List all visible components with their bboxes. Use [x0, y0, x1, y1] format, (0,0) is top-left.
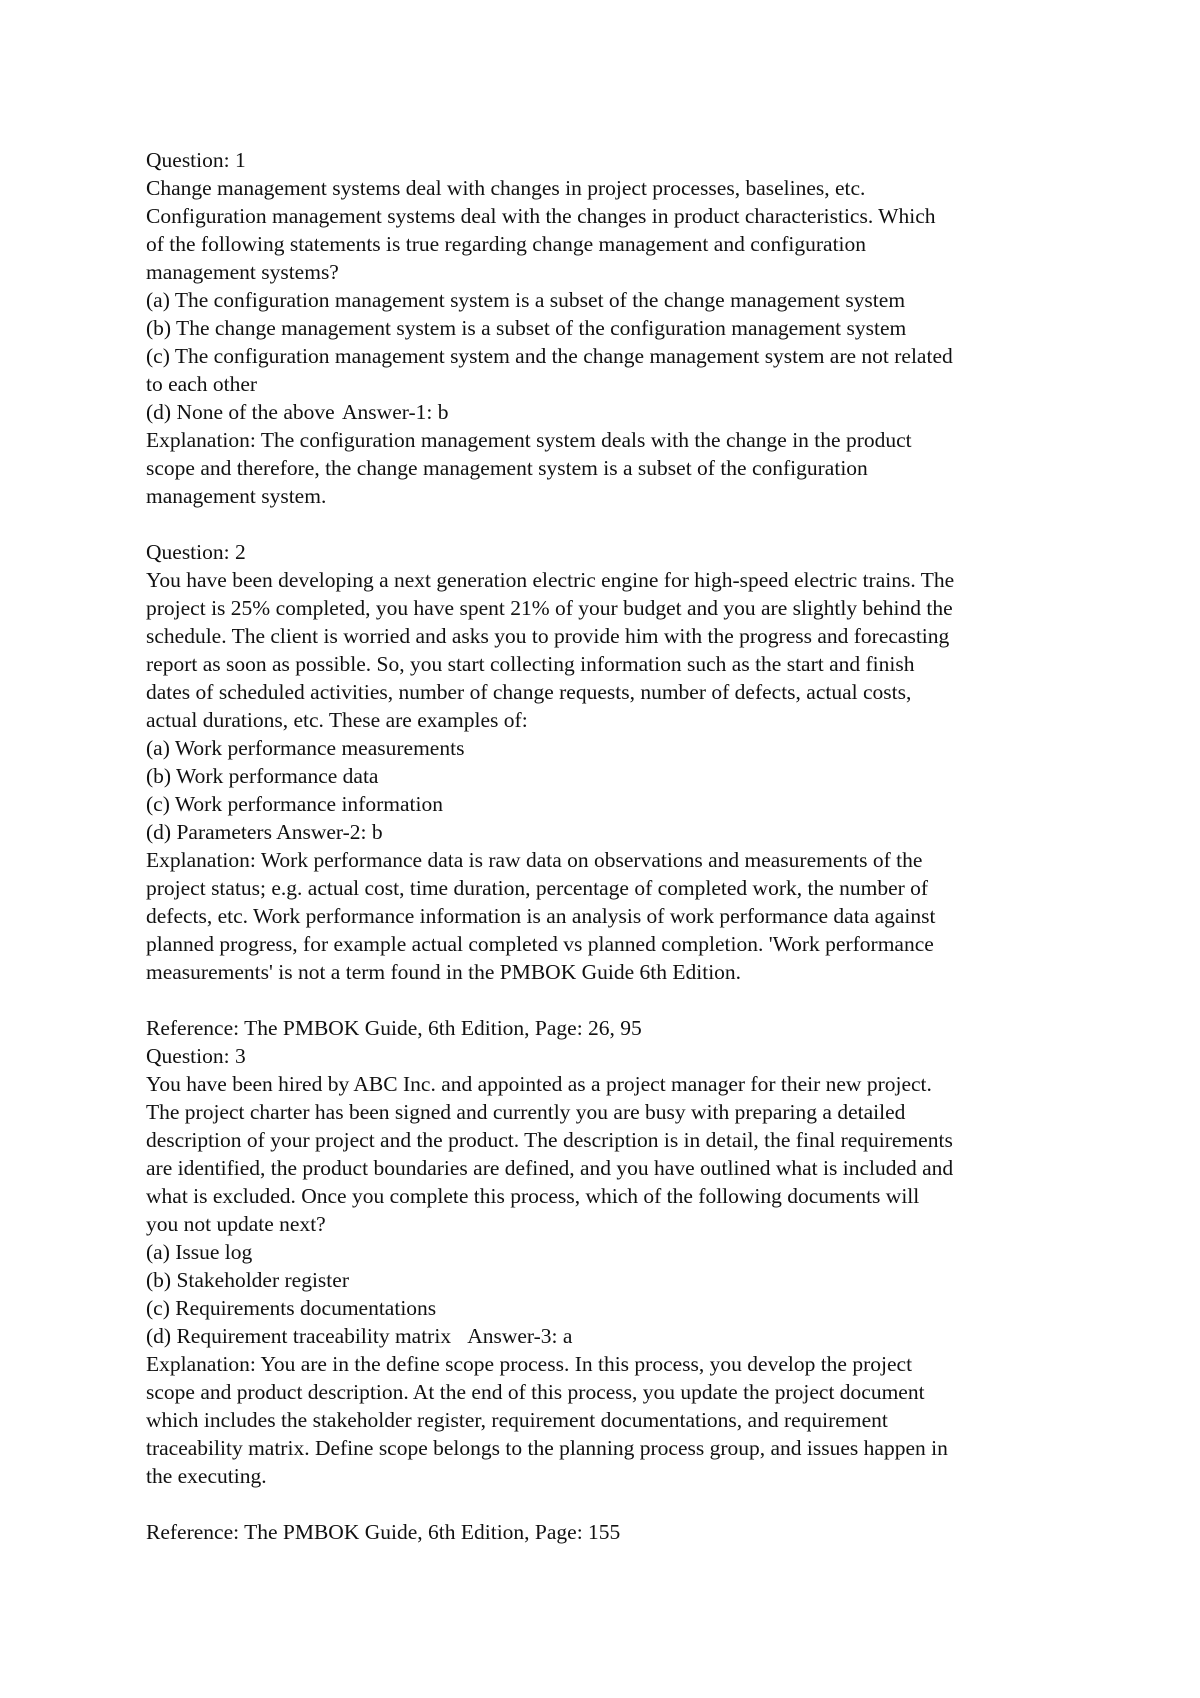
question-2-option-d: (d) Parameters	[146, 820, 272, 844]
question-2-explanation-line: project status; e.g. actual cost, time duration, percentage of completed work, the number of	[146, 876, 929, 900]
question-1-stem-line: of the following statements is true regarding change management and configuration	[146, 232, 867, 256]
question-1-explanation-line: Explanation: The configuration management system deals with the change in the product	[146, 428, 912, 452]
question-3-explanation-line: the executing.	[146, 1464, 267, 1488]
question-3-option-d-line	[146, 1322, 1086, 1350]
question-2-reference: Reference: The PMBOK Guide, 6th Edition, Page: 26, 95	[146, 1016, 642, 1040]
question-2-stem-line: report as soon as possible. So, you start collecting information such as the start and finish	[146, 652, 915, 676]
document-body	[146, 146, 1086, 1546]
question-3-option-c: (c) Requirements documentations	[146, 1296, 437, 1320]
question-3-stem-line: The project charter has been signed and currently you are busy with preparing a detailed	[146, 1100, 906, 1124]
question-2-stem-line: You have been developing a next generation electric engine for high-speed electric trains. The	[146, 568, 955, 592]
question-3-option-d: (d) Requirement traceability matrix	[146, 1324, 452, 1348]
question-3-explanation-line: Explanation: You are in the define scope process. In this process, you develop the project	[146, 1352, 913, 1376]
question-2-stem-line: schedule. The client is worried and asks you to provide him with the progress and forecasting	[146, 624, 950, 648]
question-2-option-b: (b) Work performance data	[146, 764, 379, 788]
question-1-option-d: (d) None of the above	[146, 400, 335, 424]
question-2-option-a: (a) Work performance measurements	[146, 736, 465, 760]
question-1-explanation-line: management system.	[146, 484, 327, 508]
question-3-explanation-line: scope and product description. At the end of this process, you update the project document	[146, 1380, 925, 1404]
question-1-option-c: (c) The configuration management system and the change management system are not related	[146, 344, 953, 368]
question-1-stem-line: Configuration management systems deal with the changes in product characteristics. Which	[146, 204, 936, 228]
question-2-heading: Question: 2	[146, 540, 246, 564]
question-3-reference: Reference: The PMBOK Guide, 6th Edition, Page: 155	[146, 1520, 621, 1544]
question-2-answer: Answer-2: b	[276, 820, 383, 844]
blank-line	[146, 510, 1086, 538]
question-3-stem-line: you not update next?	[146, 1212, 326, 1236]
question-3-answer: Answer-3: a	[467, 1324, 573, 1348]
question-3-stem-line: description of your project and the product. The description is in detail, the final requirements	[146, 1128, 953, 1152]
question-2-explanation-line: defects, etc. Work performance information is an analysis of work performance data against	[146, 904, 936, 928]
question-3-explanation-line: traceability matrix. Define scope belongs to the planning process group, and issues happen in	[146, 1436, 948, 1460]
question-3-stem-line: what is excluded. Once you complete this process, which of the following documents will	[146, 1184, 920, 1208]
question-2-explanation-line: Explanation: Work performance data is raw data on observations and measurements of the	[146, 848, 923, 872]
question-3-option-a: (a) Issue log	[146, 1240, 253, 1264]
blank-line	[146, 986, 1086, 1014]
question-2-explanation-line: measurements' is not a term found in the PMBOK Guide 6th Edition.	[146, 960, 742, 984]
question-2-stem-line: dates of scheduled activities, number of change requests, number of defects, actual costs,	[146, 680, 912, 704]
question-2-option-d-line	[146, 818, 1086, 846]
question-3-option-b: (b) Stakeholder register	[146, 1268, 349, 1292]
question-3-heading: Question: 3	[146, 1044, 246, 1068]
blank-line	[146, 1490, 1086, 1518]
question-1-answer: Answer-1: b	[342, 400, 449, 424]
question-3-stem-line: You have been hired by ABC Inc. and appointed as a project manager for their new project.	[146, 1072, 932, 1096]
question-1-option-a: (a) The configuration management system is a subset of the change management system	[146, 288, 906, 312]
question-1-option-c-cont: to each other	[146, 372, 258, 396]
question-1-explanation-line: scope and therefore, the change management system is a subset of the configuration	[146, 456, 868, 480]
question-3-stem-line: are identified, the product boundaries are defined, and you have outlined what is included and	[146, 1156, 954, 1180]
question-2-stem-line: project is 25% completed, you have spent 21% of your budget and you are slightly behind the	[146, 596, 953, 620]
question-1-heading: Question: 1	[146, 148, 246, 172]
question-1-stem-line: management systems?	[146, 260, 339, 284]
question-2-stem-line: actual durations, etc. These are examples of:	[146, 708, 528, 732]
question-1-stem-line: Change management systems deal with changes in project processes, baselines, etc.	[146, 176, 866, 200]
question-2-option-c: (c) Work performance information	[146, 792, 443, 816]
question-3-explanation-line: which includes the stakeholder register, requirement documentations, and requirement	[146, 1408, 888, 1432]
question-1-option-b: (b) The change management system is a subset of the configuration management system	[146, 316, 907, 340]
question-1-option-d-line	[146, 398, 1086, 426]
question-2-explanation-line: planned progress, for example actual completed vs planned completion. 'Work performance	[146, 932, 934, 956]
